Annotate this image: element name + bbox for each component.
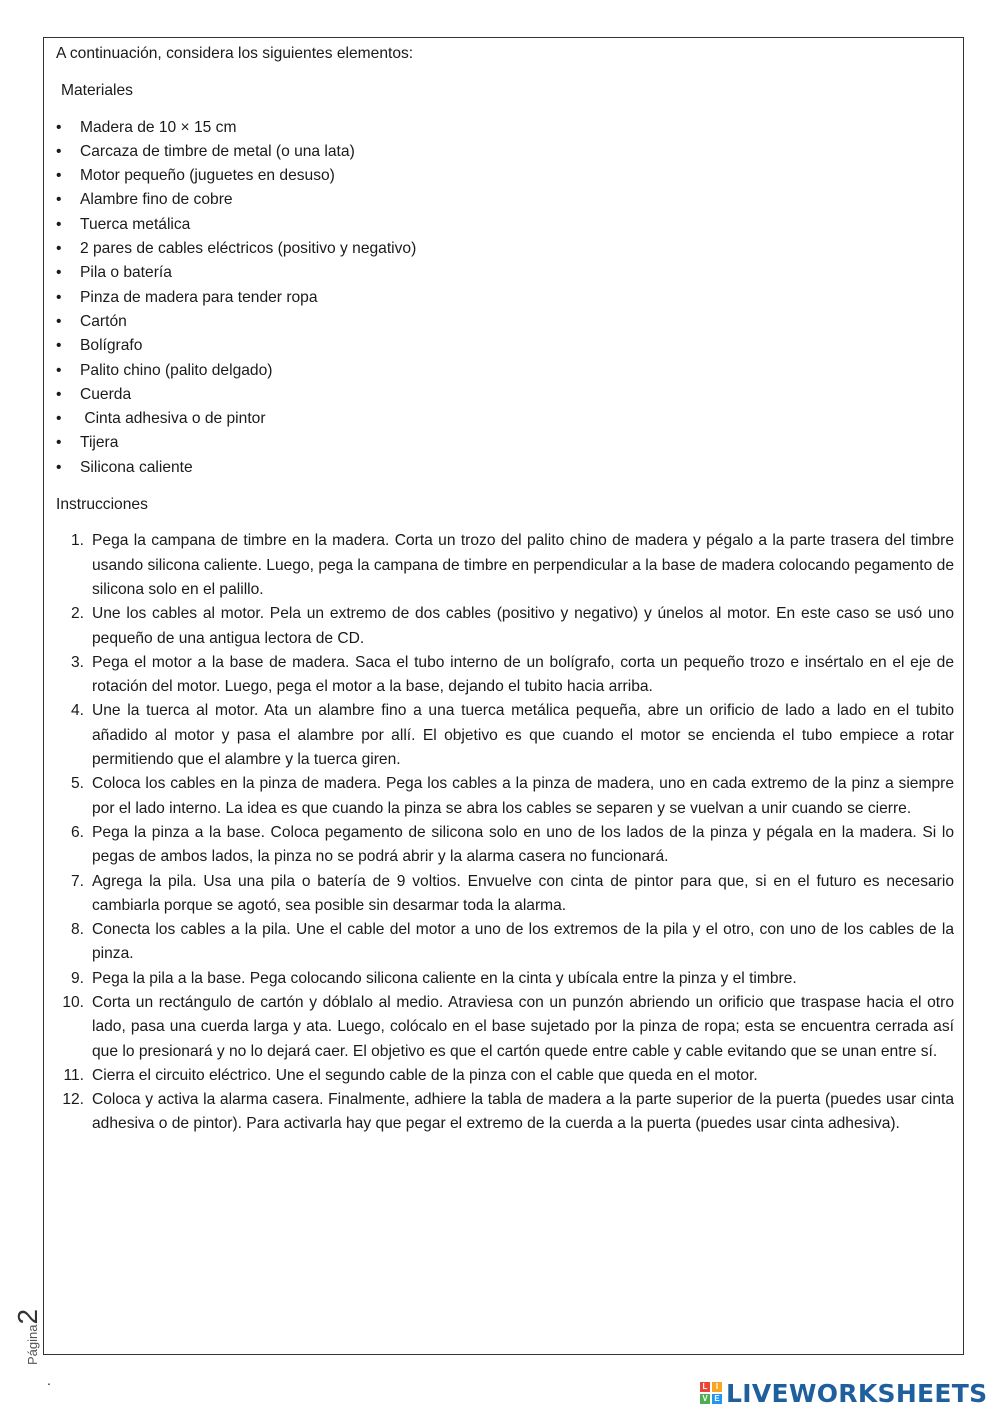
liveworksheets-icon: [700, 1382, 722, 1404]
instruction-text: Conecta los cables a la pila. Une el cable del motor a uno de los extremos de la pila y el otro, con uno de los cables de la pinza.: [92, 921, 954, 963]
instruction-text: Pega la pila a la base. Pega colocando silicona caliente en la cinta y ubícala entre la pinza y el timbre.: [92, 969, 797, 987]
intro-text: A continuación, considera los siguientes elementos:: [56, 45, 414, 62]
instruction-number: 10.: [62, 993, 84, 1011]
material-item: [56, 456, 954, 480]
instruction-number: 6.: [70, 823, 84, 841]
material-text: Silicona caliente: [80, 458, 193, 476]
material-item: [56, 261, 954, 285]
instruction-item: [56, 1064, 954, 1088]
material-text: Bolígrafo: [80, 337, 143, 355]
instruction-item: [56, 1088, 954, 1137]
instruction-number: 9.: [70, 969, 84, 987]
instruction-text: Coloca los cables en la pinza de madera. Pega los cables a la pinza de madera, uno en cada extremo de la pinz a siempre por el lado interno. La idea es que cuando la pinza se abra los cables se separen y se vuelvan a unir cuando se cierre.: [92, 775, 954, 817]
instruction-text: Agrega la pila. Usa una pila o batería de 9 voltios. Envuelve con cinta de pintor para que, si en el futuro es necesario cambiarla porque se agotó, sea posible sin desarmar toda la alarma.: [92, 872, 954, 914]
bullet-icon: •: [56, 458, 62, 476]
page-number: 2: [12, 1308, 43, 1325]
bullet-icon: •: [56, 118, 62, 136]
instruction-text: Pega la campana de timbre en la madera. Corta un trozo del palito chino de madera y pégalo a la parte trasera del timbre usando silicona caliente. Luego, pega la campana de timbre en perpendicular a la base de madera colocando pegamento de silicona solo en el palillo.: [92, 532, 954, 598]
bullet-icon: •: [56, 361, 62, 379]
material-text: Cuerda: [80, 385, 132, 403]
instruction-number: 12.: [62, 1091, 84, 1109]
material-item: [56, 237, 954, 261]
materials-title: Materiales: [61, 82, 133, 100]
instruction-text: Coloca y activa la alarma casera. Finalmente, adhiere la tabla de madera a la parte superior de la puerta (puedes usar cinta adhesiva o de pintor). Para activarla hay que pegar el extremo de la cuerda a la puerta (puedes usar cinta adhesiva).: [92, 1091, 954, 1133]
instruction-number: 1.: [70, 532, 84, 550]
material-item: [56, 407, 954, 431]
logo-letter-tile: I: [712, 1382, 722, 1392]
bullet-icon: •: [56, 167, 62, 185]
material-item: [56, 334, 954, 358]
instruction-text: Corta un rectángulo de cartón y dóblalo al medio. Atraviesa con un punzón abriendo un orificio que traspase hacia el otro lado, pasa una cuerda larga y ata. Luego, colócalo en el base sujetado por la pinza de ropa; esta se encuentra cerrada así que lo presionará y no lo dejará caer. El objetivo es que el cartón quede entre cable y cable evitando que se unan entre sí.: [92, 993, 954, 1060]
instruction-item: [56, 870, 954, 919]
instruction-item: [56, 772, 954, 821]
brand-name: LIVEWORKSHEETS: [726, 1378, 988, 1408]
material-text: Cartón: [80, 312, 127, 330]
material-text: 2 pares de cables eléctricos (positivo y negativo): [80, 240, 417, 258]
instruction-number: 5.: [70, 775, 84, 793]
materials-list: [56, 116, 954, 480]
bullet-icon: •: [56, 337, 62, 355]
instruction-item: [56, 651, 954, 700]
logo-letter-tile: E: [712, 1394, 722, 1404]
material-item: [56, 164, 954, 188]
bullet-icon: •: [56, 191, 62, 209]
bullet-icon: •: [56, 215, 62, 233]
instruction-number: 4.: [70, 702, 84, 720]
instruction-number: 11.: [63, 1066, 84, 1084]
instruction-number: 3.: [70, 653, 84, 671]
material-item: [56, 188, 954, 212]
material-item: [56, 140, 954, 164]
bullet-icon: •: [56, 312, 62, 330]
material-text: Carcaza de timbre de metal (o una lata): [80, 142, 355, 160]
instruction-number: 8.: [70, 921, 84, 939]
bullet-icon: •: [56, 410, 62, 428]
logo-letter-tile: L: [700, 1382, 710, 1392]
material-text: Cinta adhesiva o de pintor: [80, 410, 266, 428]
material-text: Pila o batería: [80, 264, 172, 282]
material-item: [56, 213, 954, 237]
instruction-text: Pega el motor a la base de madera. Saca el tubo interno de un bolígrafo, corta un pequeño trozo e insértalo en el eje de rotación del motor. Luego, pega el motor a la base, dejando el tubito hacia arriba.: [92, 653, 954, 696]
instruction-number: 2.: [70, 605, 84, 623]
bullet-icon: •: [56, 385, 62, 403]
instruction-item: [56, 529, 954, 602]
instruction-item: [56, 602, 954, 651]
instruction-text: Une la tuerca al motor. Ata un alambre fino a una tuerca metálica pequeña, abre un orificio de lado a lado en el tubito añadido al motor y pasa el alambre por allí. El objetivo es que cuando el motor se encienda el tubo empiece a rotar permitiendo que el alambre y la tuerca giren.: [92, 702, 954, 769]
footer-dot: .: [47, 1372, 51, 1388]
worksheet-content: [56, 42, 954, 1137]
instructions-list: [56, 529, 954, 1136]
page-number-label: [12, 1309, 44, 1365]
page-word: Página: [25, 1324, 40, 1365]
material-text: Madera de 10 × 15 cm: [80, 118, 237, 136]
material-text: Alambre fino de cobre: [80, 191, 233, 209]
instruction-item: [56, 918, 954, 967]
liveworksheets-logo[interactable]: [700, 1378, 987, 1408]
logo-letter-tile: V: [700, 1394, 710, 1404]
instruction-text: Pega la pinza a la base. Coloca pegamento de silicona solo en uno de los lados de la pinza y pégala en la madera. Si lo pegas de ambos lados, la pinza no se podrá abrir y la alarma casera no funcionará.: [92, 823, 954, 866]
instruction-item: [56, 967, 954, 991]
bullet-icon: •: [56, 264, 62, 282]
material-item: [56, 116, 954, 140]
material-item: [56, 383, 954, 407]
material-item: [56, 359, 954, 383]
instruction-item: [56, 699, 954, 772]
material-item: [56, 431, 954, 455]
material-text: Tuerca metálica: [80, 215, 191, 233]
instruction-item: [56, 991, 954, 1064]
bullet-icon: •: [56, 288, 62, 306]
material-text: Palito chino (palito delgado): [80, 361, 273, 379]
bullet-icon: •: [56, 434, 62, 452]
bullet-icon: •: [56, 142, 62, 160]
material-text: Pinza de madera para tender ropa: [80, 288, 318, 306]
instruction-text: Une los cables al motor. Pela un extremo de dos cables (positivo y negativo) y únelos al motor. En este caso se usó uno pequeño de una antigua lectora de CD.: [92, 605, 954, 647]
material-item: [56, 310, 954, 334]
bullet-icon: •: [56, 240, 62, 258]
instruction-number: 7.: [70, 872, 84, 890]
material-text: Motor pequeño (juguetes en desuso): [80, 167, 335, 185]
material-item: [56, 286, 954, 310]
instruction-text: Cierra el circuito eléctrico. Une el segundo cable de la pinza con el cable que queda en el motor.: [92, 1066, 758, 1084]
instruction-item: [56, 821, 954, 870]
instructions-title: Instrucciones: [56, 496, 148, 514]
material-text: Tijera: [80, 434, 119, 452]
